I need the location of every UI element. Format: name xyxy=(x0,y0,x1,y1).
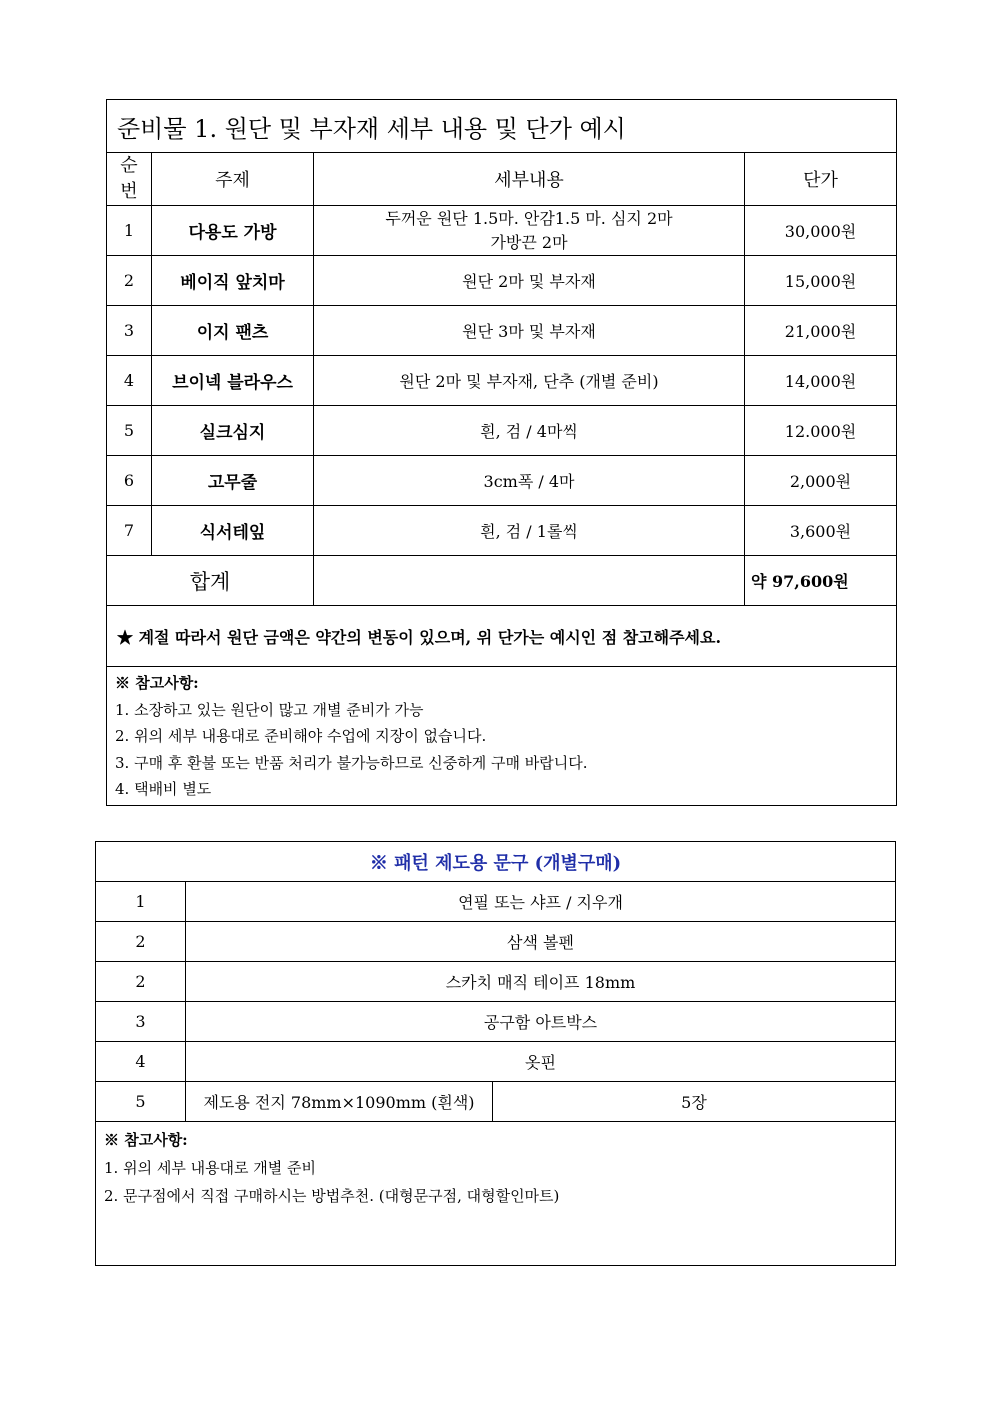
table-row xyxy=(96,1082,896,1122)
row-number: 4 xyxy=(107,356,152,406)
notes-title: ※ 참고사항: xyxy=(115,674,199,692)
row-number: 4 xyxy=(96,1042,186,1082)
table-row xyxy=(107,356,897,406)
row-price: 14,000원 xyxy=(745,356,897,406)
row-price: 15,000원 xyxy=(745,256,897,306)
materials-table-title: 준비물 1. 원단 및 부자재 세부 내용 및 단가 예시 xyxy=(107,100,897,153)
table-row xyxy=(107,406,897,456)
row-number: 2 xyxy=(107,256,152,306)
row-number: 3 xyxy=(107,306,152,356)
row-topic: 실크심지 xyxy=(152,406,314,456)
row-topic: 다용도 가방 xyxy=(152,206,314,256)
row-topic: 고무줄 xyxy=(152,456,314,506)
row-detail: 원단 3마 및 부자재 xyxy=(314,306,745,356)
row-item: 옷핀 xyxy=(186,1042,896,1082)
table-header-row xyxy=(107,153,897,206)
row-item: 삼색 볼펜 xyxy=(186,922,896,962)
table-row xyxy=(107,206,897,256)
row-detail: 원단 2마 및 부자재, 단추 (개별 준비) xyxy=(314,356,745,406)
notes-title: ※ 참고사항: xyxy=(104,1131,188,1149)
row-quantity: 5장 xyxy=(493,1082,896,1122)
row-number: 2 xyxy=(96,922,186,962)
row-number: 1 xyxy=(107,206,152,256)
note-item: 1. 소장하고 있는 원단이 많고 개별 준비가 가능 xyxy=(115,700,424,719)
row-item: 제도용 전지 78mm×1090mm (흰색) xyxy=(186,1082,493,1122)
note-item: 3. 구매 후 환불 또는 반품 처리가 불가능하므로 신중하게 구매 바랍니다. xyxy=(115,753,588,772)
header-topic: 주제 xyxy=(152,153,314,206)
stationery-table xyxy=(95,841,896,1266)
table-row xyxy=(96,922,896,962)
table-row xyxy=(96,962,896,1002)
row-number: 3 xyxy=(96,1002,186,1042)
row-topic: 브이넥 블라우스 xyxy=(152,356,314,406)
table-row xyxy=(96,1042,896,1082)
table-row xyxy=(107,256,897,306)
row-number: 6 xyxy=(107,456,152,506)
row-detail: 두꺼운 원단 1.5마. 안감1.5 마. 심지 2마 가방끈 2마 xyxy=(314,206,745,256)
note-item: 2. 위의 세부 내용대로 준비해야 수업에 지장이 없습니다. xyxy=(115,727,487,745)
row-topic: 이지 팬츠 xyxy=(152,306,314,356)
row-number: 5 xyxy=(107,406,152,456)
table-row xyxy=(96,882,896,922)
header-seq: 순 번 xyxy=(107,153,152,206)
row-item: 공구함 아트박스 xyxy=(186,1002,896,1042)
stationery-table-title: ※ 패턴 제도용 문구 (개별구매) xyxy=(96,842,896,882)
row-price: 30,000원 xyxy=(745,206,897,256)
row-detail: 원단 2마 및 부자재 xyxy=(314,256,745,306)
total-row xyxy=(107,556,897,606)
table-row xyxy=(96,1002,896,1042)
note-item: 4. 택배비 별도 xyxy=(115,780,212,798)
row-item: 연필 또는 샤프 / 지우개 xyxy=(186,882,896,922)
header-detail: 세부내용 xyxy=(314,153,745,206)
row-price: 21,000원 xyxy=(745,306,897,356)
total-label: 합계 xyxy=(107,556,314,606)
row-item: 스카치 매직 테이프 18mm xyxy=(186,962,896,1002)
total-value: 약 97,600원 xyxy=(745,556,897,606)
reference-notes xyxy=(96,1122,896,1266)
row-number: 7 xyxy=(107,506,152,556)
note-item: 2. 문구점에서 직접 구매하시는 방법추천. (대형문구점, 대형할인마트) xyxy=(104,1187,560,1205)
materials-table xyxy=(106,99,897,806)
row-topic: 식서테잎 xyxy=(152,506,314,556)
row-detail: 3cm폭 / 4마 xyxy=(314,456,745,506)
table-row xyxy=(107,456,897,506)
price-notice: ★ 계절 따라서 원단 금액은 약간의 변동이 있으며, 위 단가는 예시인 점 참고해주세요. xyxy=(107,606,897,667)
table-row xyxy=(107,506,897,556)
row-price: 12.000원 xyxy=(745,406,897,456)
header-price: 단가 xyxy=(745,153,897,206)
row-number: 5 xyxy=(96,1082,186,1122)
row-detail: 흰, 검 / 1롤씩 xyxy=(314,506,745,556)
row-number: 1 xyxy=(96,882,186,922)
row-price: 3,600원 xyxy=(745,506,897,556)
total-empty-cell xyxy=(314,556,745,606)
note-item: 1. 위의 세부 내용대로 개별 준비 xyxy=(104,1159,317,1177)
reference-notes xyxy=(107,667,897,806)
row-topic: 베이직 앞치마 xyxy=(152,256,314,306)
row-detail: 흰, 검 / 4마씩 xyxy=(314,406,745,456)
table-row xyxy=(107,306,897,356)
row-price: 2,000원 xyxy=(745,456,897,506)
row-number: 2 xyxy=(96,962,186,1002)
